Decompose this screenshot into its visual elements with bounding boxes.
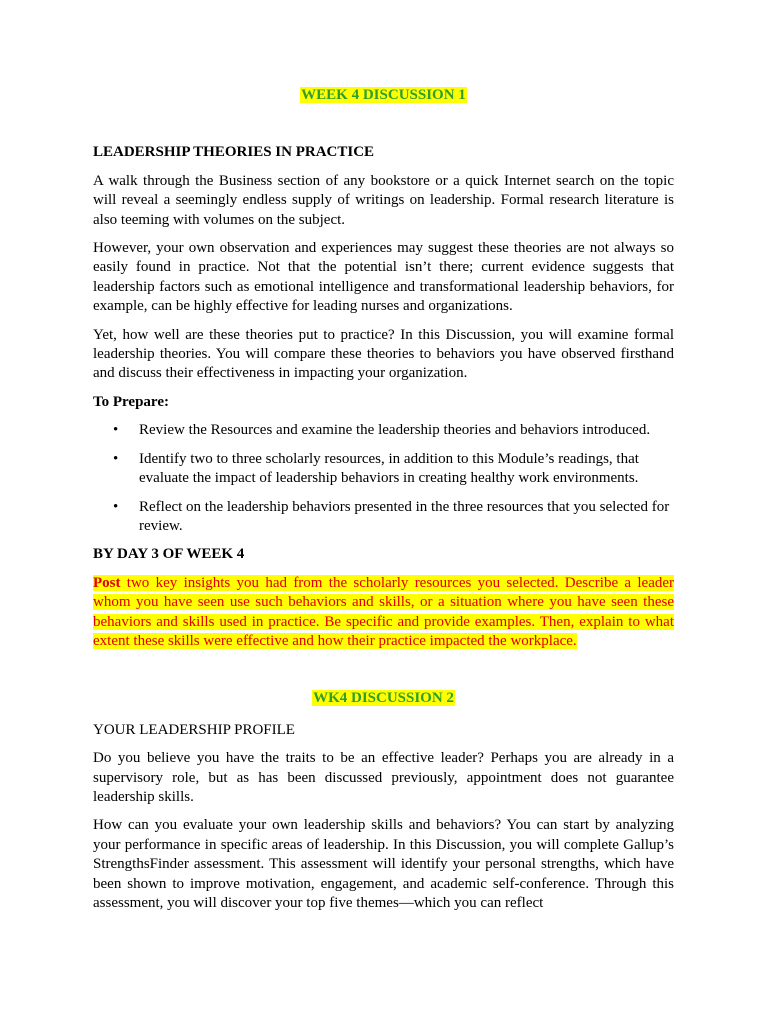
bullet-icon: • bbox=[113, 422, 119, 439]
wk4-discussion2-heading bbox=[93, 689, 674, 708]
theories-paragraph-2: However, your own observation and experiences may suggest these theories are not always so easily found in practice. Not that the potential isn’t there; current evidence suggests that leadership factors such as emotional intelligence and transformational leadership behaviors, for example, can be highly effective for leading nurses and organizations. bbox=[93, 240, 674, 315]
list-item bbox=[93, 421, 674, 440]
profile-paragraph-2: How can you evaluate your own leadership skills and behaviors? You can start by analyzing your performance in specific areas of leadership. In this Discussion, you will complete Gallup’s StrengthsFinder assessment. This assessment will identify your personal strengths, which have been shown to improve motivation, engagement, and academic self-conference. Through this assessment, you will discover your top five themes—which you can reflect bbox=[93, 817, 674, 911]
post-instructions-paragraph bbox=[93, 574, 674, 652]
by-day-3-heading: BY DAY 3 OF WEEK 4 bbox=[93, 546, 245, 563]
prepare-list bbox=[93, 421, 674, 536]
theories-paragraph-3: Yet, how well are these theories put to practice? In this Discussion, you will examine formal leadership theories. You will compare these theories to behaviors you have observed firsthand and discuss their effectiveness in impacting your organization. bbox=[93, 326, 674, 382]
bullet-icon: • bbox=[113, 498, 119, 515]
list-item bbox=[93, 498, 674, 537]
profile-paragraph-1: Do you believe you have the traits to be an effective leader? Perhaps you are already in a supervisory role, but as has been discussed previously, appointment does not guarantee leadership skills. bbox=[93, 750, 674, 805]
list-item-text: Review the Resources and examine the leadership theories and behaviors introduced. bbox=[139, 422, 651, 439]
list-item-text: Identify two to three scholarly resources, in addition to this Module’s readings, that evaluate the impact of leadership behaviors in creating healthy work environments. bbox=[139, 450, 639, 487]
week4-discussion1-heading bbox=[93, 86, 674, 105]
to-prepare-label: To Prepare: bbox=[93, 393, 169, 410]
leadership-profile-title: YOUR LEADERSHIP PROFILE bbox=[93, 721, 295, 738]
leadership-theories-title: LEADERSHIP THEORIES IN PRACTICE bbox=[93, 144, 375, 161]
list-item bbox=[93, 450, 674, 489]
post-keyword: Post bbox=[93, 574, 121, 591]
post-instructions-text: two key insights you had from the scholarly resources you selected. Describe a leader whom you have seen use such behaviors and skills, or a situation where you have seen these behaviors and skills used in practice. Be specific and provide examples. Then, explain to what extent these skills were effective and how their practice impacted the workplace. bbox=[93, 574, 674, 649]
week4-discussion1-title: WEEK 4 DISCUSSION 1 bbox=[301, 87, 466, 103]
list-item-text: Reflect on the leadership behaviors presented in the three resources that you selected for review. bbox=[139, 498, 670, 534]
bullet-icon: • bbox=[113, 450, 119, 467]
theories-paragraph-1: A walk through the Business section of any bookstore or a quick Internet search on the topic will reveal a seemingly endless supply of writings on leadership. Formal research literature is also teeming with volumes on the subject. bbox=[93, 172, 674, 228]
wk4-discussion2-title: WK4 DISCUSSION 2 bbox=[313, 690, 454, 707]
document-content bbox=[93, 86, 674, 913]
